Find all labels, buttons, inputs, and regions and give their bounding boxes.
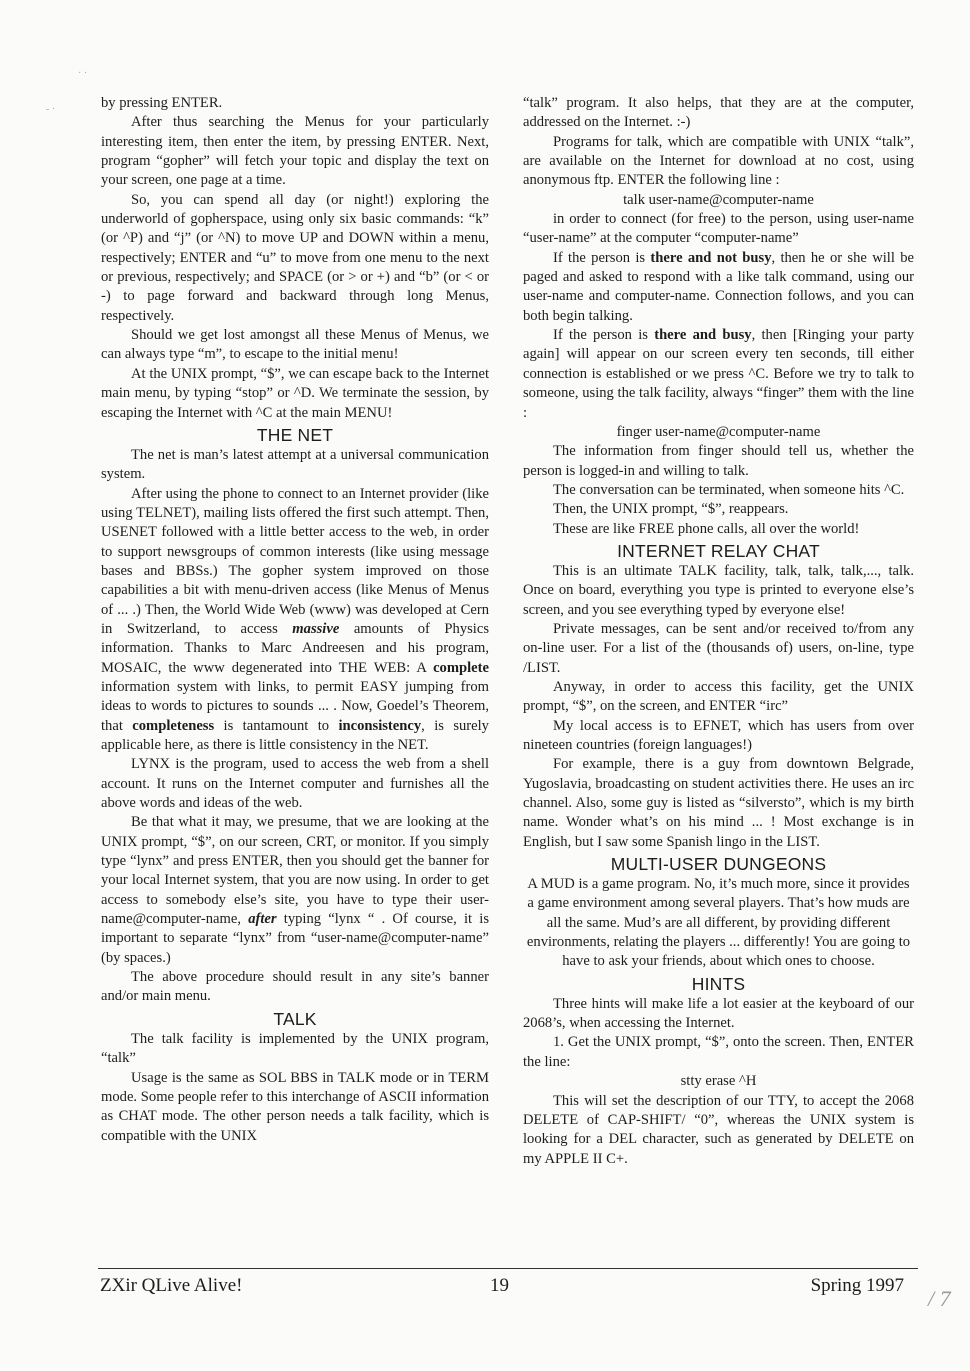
paragraph: Three hints will make life a lot easier at the keyboard of our 2068’s, when accessing the Internet. bbox=[523, 995, 914, 1032]
paragraph: Be that what it may, we presume, that we are looking at the UNIX prompt, “$”, on our screen, CRT, or monitor. If you simply type “lynx” and press ENTER, then you should get the banner for your local Internet system, that you are now using. In order to get access to somebody else’s site, you have to type their user-name@computer-name, after typing “lynx “ . Of course, it is important to separate “lynx” from “user-name@computer-name” (by spaces.) bbox=[101, 814, 490, 966]
paragraph: The net is man’s latest attempt at a universal communication system. bbox=[101, 446, 489, 483]
section-heading-talk: TALK bbox=[273, 1008, 317, 1029]
paragraph: At the UNIX prompt, “$”, we can escape back to the Internet main menu, by typing “stop” or ^D. We terminate the session, by escaping the Internet with ^C at the main MENU! bbox=[101, 365, 489, 421]
paragraph: Usage is the same as SOL BBS in TALK mode or in TERM mode. Some people refer to this interchange of ASCII information as CHAT mode. The other person needs a talk facility, which is compatible with the UNIX bbox=[101, 1069, 489, 1144]
paragraph: Anyway, in order to access this facility, get the UNIX prompt, “$”, on the screen, and ENTER “irc” bbox=[523, 678, 914, 715]
section-heading-hints: HINTS bbox=[691, 973, 746, 994]
paragraph: For example, there is a guy from downtown Belgrade, Yugoslavia, broadcasting on student activities there. He uses an irc channel. Also, some guy is listed as “silversto”, which is my birth name. Wonder what’s on his mind ... ! Most exchange is in English, but I saw some Spanish lingo in the LIST. bbox=[523, 756, 914, 850]
scan-speck: - · bbox=[46, 104, 56, 115]
paragraph: Private messages, can be sent and/or received to/from any on-line user. For a list of the (thousands of) users, on-line, type /LIST. bbox=[523, 620, 914, 676]
page-footer bbox=[98, 1268, 918, 1299]
command-line: stty erase ^H bbox=[680, 1073, 757, 1090]
paragraph: These are like FREE phone calls, all over the world! bbox=[553, 520, 860, 537]
section-heading-mud: MULTI-USER DUNGEONS bbox=[610, 854, 827, 875]
paragraph: 1. Get the UNIX prompt, “$”, onto the screen. Then, ENTER the line: bbox=[523, 1034, 914, 1070]
paragraph: If the person is there and busy, then [Ringing your party again] will appear on our screen every ten seconds, till either connection is established or we press ^C. Before we try to talk to someone, using the talk facility, always “finger” them with the line : bbox=[523, 327, 914, 421]
issue-date: Spring 1997 bbox=[810, 1275, 904, 1296]
paragraph: The conversation can be terminated, when someone hits ^C. bbox=[553, 481, 905, 498]
paragraph: Should we get lost amongst all these Menus of Menus, we can always type “m”, to escape to the initial menu! bbox=[101, 327, 489, 363]
left-column bbox=[101, 94, 489, 1146]
paragraph-centered: A MUD is a game program. No, it’s much more, since it provides a game environment among several players. That’s how muds are all the same. Mud’s are all different, by providing different environments, relating the players ... differently! You are going to have to ask your friends, about which ones to choose. bbox=[526, 876, 911, 970]
right-column bbox=[523, 94, 914, 1169]
paragraph: “talk” program. It also helps, that they are at the computer, addressed on the Internet. :-) bbox=[523, 95, 914, 131]
paragraph: in order to connect (for free) to the person, using user-name “user-name” at the computer “computer-name” bbox=[523, 211, 914, 247]
paragraph: This will set the description of our TTY, to accept the 2068 DELETE of CAP-SHIFT/ “0”, whereas the UNIX system is looking for a DEL character, such as generated by DELETE on my APPLE II C+. bbox=[523, 1092, 914, 1167]
paragraph: After using the phone to connect to an Internet provider (like using TELNET), mailing lists offered the first such attempt. Then, USENET followed with a little better access to the web, in order to support newsgroups of common interests (like using message bases and BBSs.) The gopher system improved on those capabilities a bit with menu-driven access (like Menus of Menus of ... .) Then, the World Wide Web (www) was developed at Cern in Switzerland, to access massive amounts of Physics information. Thanks to Marc Andreesen and his program, MOSAIC, the www degenerated into THE WEB: A complete information system with links, to permit EASY jumping from ideas to words to pictures to sounds ... . Now, Goedel’s Theorem, that completeness is tantamount to inconsistency, is surely applicable here, as there is little consistency in the NET. bbox=[101, 485, 490, 753]
command-line: finger user-name@computer-name bbox=[616, 423, 821, 440]
handwritten-margin-mark: / 7 bbox=[928, 1286, 951, 1311]
paragraph: This is an ultimate TALK facility, talk, talk, talk,..., talk. Once on board, everything you type is printed to everyone else’s screen, and you see everything typed by everyone else! bbox=[523, 562, 914, 618]
command-line: talk user-name@computer-name bbox=[623, 191, 814, 208]
section-heading-the-net: THE NET bbox=[256, 424, 334, 445]
paragraph: Programs for talk, which are compatible with UNIX “talk”, are available on the Internet for download at no cost, using anonymous ftp. ENTER the following line : bbox=[523, 133, 914, 189]
scan-speck: · · bbox=[78, 68, 88, 79]
paragraph: So, you can spend all day (or night!) exploring the underworld of gopherspace, using only six basic commands: “k” (or ^P) and “j” (or ^N) to move UP and DOWN within a menu, respectively; ENTER and “u” to move from one menu to the next or previous, respectively; and SPACE (or > or +) and “b” (or < or -) to page forward and backward through long Menus, respectively. bbox=[101, 191, 489, 324]
paragraph: The talk facility is implemented by the UNIX program, “talk” bbox=[101, 1030, 489, 1067]
paragraph: My local access is to EFNET, which has users from over nineteen countries (foreign languages!) bbox=[523, 717, 914, 753]
paragraph: LYNX is the program, used to access the web from a shell account. It runs on the Internet computer and furnishes all the above words and ideas of the web. bbox=[101, 756, 489, 812]
paragraph: After thus searching the Menus for your particularly interesting item, then enter the item, by pressing ENTER. Next, program “gopher” will fetch your topic and display the text on your screen, one page at a time. bbox=[101, 114, 489, 189]
paragraph: If the person is there and not busy, then he or she will be paged and asked to respond with a like talk command, using our user-name and computer-name. Connection follows, and you can both begin talking. bbox=[523, 249, 914, 324]
paragraph: Then, the UNIX prompt, “$”, reappears. bbox=[553, 501, 789, 518]
page-number: 19 bbox=[490, 1275, 509, 1296]
paragraph: The information from finger should tell us, whether the person is logged-in and willing to talk. bbox=[523, 443, 914, 479]
paragraph: by pressing ENTER. bbox=[101, 95, 223, 111]
publication-name: ZXir QLive Alive! bbox=[100, 1275, 243, 1296]
section-heading-irc: INTERNET RELAY CHAT bbox=[617, 540, 820, 561]
paragraph: The above procedure should result in any site’s banner and/or main menu. bbox=[101, 969, 489, 1005]
